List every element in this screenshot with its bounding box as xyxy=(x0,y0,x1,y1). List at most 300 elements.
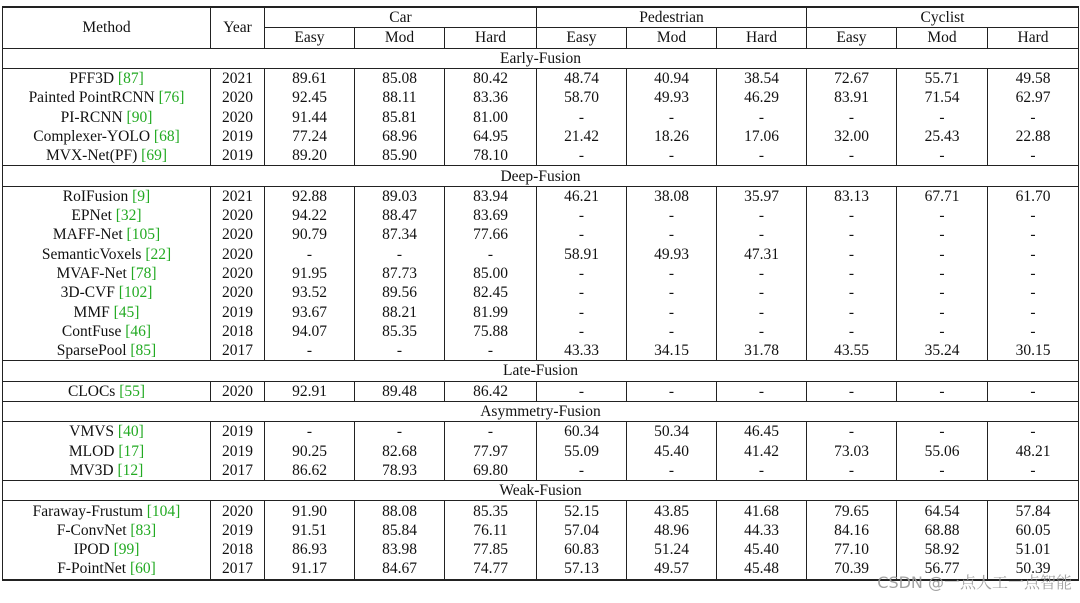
value-cell: - xyxy=(988,283,1079,302)
year-cell: 2020 xyxy=(211,283,265,302)
method-cell xyxy=(3,283,211,302)
method-name: Faraway-Frustum xyxy=(32,502,143,520)
citation-link[interactable]: [85] xyxy=(130,342,157,360)
value-cell: 86.62 xyxy=(265,461,355,481)
value-cell: 89.03 xyxy=(355,186,445,206)
value-cell: 35.97 xyxy=(717,186,807,206)
section-header-row xyxy=(3,401,1079,421)
citation-link[interactable]: [32] xyxy=(115,207,142,225)
car-easy-header: Easy xyxy=(265,28,355,48)
value-cell: - xyxy=(537,283,627,302)
value-cell: - xyxy=(717,381,807,401)
value-cell: 60.05 xyxy=(988,521,1079,540)
method-cell xyxy=(3,341,211,361)
value-cell: - xyxy=(627,381,717,401)
value-cell: 85.00 xyxy=(445,264,537,283)
citation-link[interactable]: [40] xyxy=(117,423,144,441)
value-cell: - xyxy=(988,302,1079,321)
value-cell: 61.70 xyxy=(988,186,1079,206)
citation-link[interactable]: [69] xyxy=(141,147,167,165)
value-cell: - xyxy=(717,146,807,166)
method-name: SemanticVoxels xyxy=(41,245,142,263)
value-cell: - xyxy=(537,461,627,481)
method-name: Painted PointRCNN xyxy=(28,89,155,107)
section-title: Late-Fusion xyxy=(3,361,1079,381)
value-cell: 73.03 xyxy=(807,442,897,461)
value-cell: 45.40 xyxy=(627,442,717,461)
value-cell: 89.20 xyxy=(265,146,355,166)
value-cell: - xyxy=(807,461,897,481)
value-cell: 46.45 xyxy=(717,422,807,442)
value-cell: - xyxy=(807,302,897,321)
value-cell: - xyxy=(627,264,717,283)
car-mod-header: Mod xyxy=(355,28,445,48)
year-cell: 2019 xyxy=(211,146,265,166)
value-cell: - xyxy=(537,381,627,401)
value-cell: - xyxy=(988,322,1079,341)
value-cell: - xyxy=(988,381,1079,401)
method-cell xyxy=(3,540,211,559)
value-cell: 68.88 xyxy=(897,521,988,540)
value-cell: - xyxy=(988,461,1079,481)
value-cell: 77.85 xyxy=(445,540,537,559)
value-cell: - xyxy=(445,422,537,442)
value-cell: 18.26 xyxy=(627,127,717,146)
value-cell: 62.97 xyxy=(988,88,1079,107)
table-row xyxy=(3,381,1079,401)
value-cell: - xyxy=(265,245,355,264)
value-cell: - xyxy=(445,341,537,361)
value-cell: - xyxy=(355,422,445,442)
table-row xyxy=(3,264,1079,283)
value-cell: - xyxy=(988,245,1079,264)
citation-link[interactable]: [22] xyxy=(145,245,172,263)
value-cell: 81.99 xyxy=(445,302,537,321)
cyclist-mod-header: Mod xyxy=(897,28,988,48)
citation-link[interactable]: [45] xyxy=(113,303,140,321)
cyclist-easy-header: Easy xyxy=(807,28,897,48)
value-cell: 49.93 xyxy=(627,88,717,107)
value-cell: 48.96 xyxy=(627,521,717,540)
citation-link[interactable]: [9] xyxy=(132,187,151,205)
table-row xyxy=(3,68,1079,88)
value-cell: - xyxy=(627,461,717,481)
value-cell: 48.74 xyxy=(537,68,627,88)
value-cell: 17.06 xyxy=(717,127,807,146)
citation-link[interactable]: [99] xyxy=(113,541,140,559)
value-cell: 93.67 xyxy=(265,302,355,321)
value-cell: 30.15 xyxy=(988,341,1079,361)
method-name: MV3D xyxy=(69,461,114,479)
citation-link[interactable]: [102] xyxy=(118,284,153,302)
value-cell: 85.84 xyxy=(355,521,445,540)
value-cell: 44.33 xyxy=(717,521,807,540)
value-cell: 89.56 xyxy=(355,283,445,302)
value-cell: - xyxy=(897,302,988,321)
value-cell: - xyxy=(627,107,717,126)
value-cell: - xyxy=(265,422,355,442)
value-cell: 50.34 xyxy=(627,422,717,442)
method-name: MAFF-Net xyxy=(52,226,123,244)
pedestrian-header: Pedestrian xyxy=(537,7,807,28)
value-cell: - xyxy=(445,245,537,264)
section-header-row xyxy=(3,48,1079,68)
value-cell: 60.34 xyxy=(537,422,627,442)
value-cell: 86.93 xyxy=(265,540,355,559)
method-cell xyxy=(3,88,211,107)
value-cell: 74.77 xyxy=(445,559,537,579)
value-cell: 57.84 xyxy=(988,501,1079,521)
method-cell xyxy=(3,206,211,225)
value-cell: - xyxy=(897,381,988,401)
value-cell: 55.06 xyxy=(897,442,988,461)
car-hard-header: Hard xyxy=(445,28,537,48)
value-cell: 64.54 xyxy=(897,501,988,521)
value-cell: - xyxy=(897,146,988,166)
value-cell: 84.67 xyxy=(355,559,445,579)
value-cell: 85.81 xyxy=(355,107,445,126)
pedestrian-mod-header: Mod xyxy=(627,28,717,48)
year-cell: 2020 xyxy=(211,245,265,264)
method-cell xyxy=(3,302,211,321)
value-cell: 83.13 xyxy=(807,186,897,206)
value-cell: - xyxy=(717,206,807,225)
method-cell xyxy=(3,322,211,341)
car-header: Car xyxy=(265,7,537,28)
value-cell: 71.54 xyxy=(897,88,988,107)
year-cell: 2020 xyxy=(211,107,265,126)
value-cell: 91.90 xyxy=(265,501,355,521)
value-cell: - xyxy=(807,206,897,225)
value-cell: 89.61 xyxy=(265,68,355,88)
value-cell: - xyxy=(807,322,897,341)
value-cell: - xyxy=(897,206,988,225)
year-cell: 2020 xyxy=(211,264,265,283)
value-cell: 31.78 xyxy=(717,341,807,361)
section-header-row xyxy=(3,166,1079,186)
value-cell: 90.79 xyxy=(265,225,355,244)
year-cell: 2017 xyxy=(211,341,265,361)
section-header-row xyxy=(3,481,1079,501)
value-cell: 45.48 xyxy=(717,559,807,579)
value-cell: - xyxy=(717,283,807,302)
value-cell: - xyxy=(807,422,897,442)
method-name: PI-RCNN xyxy=(60,108,123,126)
table-row xyxy=(3,283,1079,302)
value-cell: 92.45 xyxy=(265,88,355,107)
method-cell xyxy=(3,146,211,166)
value-cell: 43.85 xyxy=(627,501,717,521)
value-cell: 38.08 xyxy=(627,186,717,206)
value-cell: 52.15 xyxy=(537,501,627,521)
results-table xyxy=(2,6,1079,581)
year-cell: 2020 xyxy=(211,225,265,244)
value-cell: 77.97 xyxy=(445,442,537,461)
method-cell xyxy=(3,422,211,442)
method-cell xyxy=(3,225,211,244)
value-cell: - xyxy=(537,107,627,126)
value-cell: 69.80 xyxy=(445,461,537,481)
value-cell: 41.68 xyxy=(717,501,807,521)
value-cell: 58.92 xyxy=(897,540,988,559)
value-cell: 83.98 xyxy=(355,540,445,559)
method-name: PFF3D xyxy=(69,70,115,88)
citation-link[interactable]: [78] xyxy=(130,265,157,282)
value-cell: - xyxy=(355,341,445,361)
value-cell: 55.71 xyxy=(897,68,988,88)
table-body xyxy=(3,48,1079,580)
value-cell: - xyxy=(717,302,807,321)
value-cell: - xyxy=(627,322,717,341)
section-title: Early-Fusion xyxy=(3,48,1079,68)
year-cell: 2020 xyxy=(211,88,265,107)
value-cell: 46.29 xyxy=(717,88,807,107)
method-name: RoIFusion xyxy=(62,187,129,205)
year-cell: 2019 xyxy=(211,302,265,321)
citation-link[interactable]: [87] xyxy=(117,70,144,88)
method-cell xyxy=(3,245,211,264)
section-header-row xyxy=(3,361,1079,381)
value-cell: - xyxy=(627,302,717,321)
value-cell: - xyxy=(807,146,897,166)
value-cell: 92.88 xyxy=(265,186,355,206)
method-name: F-ConvNet xyxy=(56,521,127,539)
value-cell: 76.11 xyxy=(445,521,537,540)
table-row xyxy=(3,341,1079,361)
value-cell: - xyxy=(807,225,897,244)
value-cell: 45.40 xyxy=(717,540,807,559)
value-cell: - xyxy=(627,146,717,166)
value-cell: - xyxy=(897,283,988,302)
table-row xyxy=(3,501,1079,521)
table-row xyxy=(3,107,1079,126)
citation-link[interactable]: [105] xyxy=(126,226,161,244)
value-cell: 86.42 xyxy=(445,381,537,401)
section-title: Weak-Fusion xyxy=(3,481,1079,501)
value-cell: 75.88 xyxy=(445,322,537,341)
table-row xyxy=(3,127,1079,146)
value-cell: 40.94 xyxy=(627,68,717,88)
value-cell: - xyxy=(988,107,1079,126)
year-header: Year xyxy=(211,7,265,48)
year-cell: 2017 xyxy=(211,559,265,579)
value-cell: - xyxy=(897,422,988,442)
year-cell: 2020 xyxy=(211,381,265,401)
value-cell: - xyxy=(807,264,897,283)
method-name: 3D-CVF xyxy=(60,284,115,302)
value-cell: 58.70 xyxy=(537,88,627,107)
citation-link[interactable]: [83] xyxy=(130,521,157,539)
year-cell: 2019 xyxy=(211,127,265,146)
value-cell: 77.24 xyxy=(265,127,355,146)
value-cell: 32.00 xyxy=(807,127,897,146)
value-cell: 58.91 xyxy=(537,245,627,264)
year-cell: 2021 xyxy=(211,186,265,206)
year-cell: 2017 xyxy=(211,461,265,481)
citation-link[interactable]: [46] xyxy=(125,322,152,340)
value-cell: - xyxy=(807,283,897,302)
pedestrian-hard-header: Hard xyxy=(717,28,807,48)
value-cell: 81.00 xyxy=(445,107,537,126)
value-cell: 35.24 xyxy=(897,341,988,361)
value-cell: 79.65 xyxy=(807,501,897,521)
method-name: F-PointNet xyxy=(57,560,127,578)
value-cell: 22.88 xyxy=(988,127,1079,146)
citation-link[interactable]: [17] xyxy=(118,442,145,460)
value-cell: - xyxy=(897,461,988,481)
cyclist-hard-header: Hard xyxy=(988,28,1079,48)
table-row xyxy=(3,302,1079,321)
value-cell: 60.83 xyxy=(537,540,627,559)
value-cell: - xyxy=(988,206,1079,225)
year-cell: 2021 xyxy=(211,68,265,88)
value-cell: - xyxy=(897,322,988,341)
value-cell: 85.90 xyxy=(355,146,445,166)
year-cell: 2019 xyxy=(211,442,265,461)
value-cell: 25.43 xyxy=(897,127,988,146)
value-cell: 43.55 xyxy=(807,341,897,361)
table-row xyxy=(3,422,1079,442)
value-cell: - xyxy=(265,341,355,361)
year-cell: 2019 xyxy=(211,422,265,442)
value-cell: - xyxy=(537,206,627,225)
table-row xyxy=(3,461,1079,481)
value-cell: 83.94 xyxy=(445,186,537,206)
section-title: Deep-Fusion xyxy=(3,166,1079,186)
section-title: Asymmetry-Fusion xyxy=(3,401,1079,421)
table-row xyxy=(3,521,1079,540)
citation-link[interactable]: [76] xyxy=(158,89,185,107)
method-cell xyxy=(3,559,211,579)
value-cell: 34.15 xyxy=(627,341,717,361)
citation-link[interactable]: [55] xyxy=(119,382,146,400)
value-cell: 49.93 xyxy=(627,245,717,264)
value-cell: 80.42 xyxy=(445,68,537,88)
value-cell: 78.10 xyxy=(445,146,537,166)
value-cell: - xyxy=(355,245,445,264)
pedestrian-easy-header: Easy xyxy=(537,28,627,48)
value-cell: - xyxy=(537,302,627,321)
value-cell: 51.01 xyxy=(988,540,1079,559)
value-cell: 57.04 xyxy=(537,521,627,540)
value-cell: 83.91 xyxy=(807,88,897,107)
value-cell: 88.08 xyxy=(355,501,445,521)
value-cell: - xyxy=(988,146,1079,166)
table-row xyxy=(3,186,1079,206)
table-row xyxy=(3,245,1079,264)
value-cell: 48.21 xyxy=(988,442,1079,461)
value-cell: 83.69 xyxy=(445,206,537,225)
value-cell: - xyxy=(807,107,897,126)
value-cell: - xyxy=(988,422,1079,442)
value-cell: - xyxy=(537,146,627,166)
value-cell: 47.31 xyxy=(717,245,807,264)
table-row xyxy=(3,322,1079,341)
table-row xyxy=(3,540,1079,559)
value-cell: 94.07 xyxy=(265,322,355,341)
value-cell: - xyxy=(627,206,717,225)
table-row xyxy=(3,206,1079,225)
cyclist-header: Cyclist xyxy=(807,7,1079,28)
value-cell: 85.35 xyxy=(445,501,537,521)
value-cell: - xyxy=(897,245,988,264)
citation-link[interactable]: [104] xyxy=(146,502,181,520)
value-cell: - xyxy=(717,107,807,126)
method-name: VMVS xyxy=(69,423,115,441)
year-cell: 2020 xyxy=(211,206,265,225)
value-cell: - xyxy=(807,245,897,264)
value-cell: - xyxy=(897,107,988,126)
value-cell: 88.11 xyxy=(355,88,445,107)
method-name: MVX-Net(PF) xyxy=(46,147,138,165)
value-cell: 64.95 xyxy=(445,127,537,146)
method-cell xyxy=(3,127,211,146)
value-cell: 77.66 xyxy=(445,225,537,244)
value-cell: 87.73 xyxy=(355,264,445,283)
value-cell: 85.08 xyxy=(355,68,445,88)
table-row xyxy=(3,442,1079,461)
value-cell: - xyxy=(537,264,627,283)
method-cell xyxy=(3,521,211,540)
citation-link[interactable]: [12] xyxy=(117,461,144,479)
value-cell: 92.91 xyxy=(265,381,355,401)
value-cell: 83.36 xyxy=(445,88,537,107)
value-cell: 94.22 xyxy=(265,206,355,225)
value-cell: 90.25 xyxy=(265,442,355,461)
value-cell: 50.39 xyxy=(988,559,1079,579)
method-name: ContFuse xyxy=(61,322,122,340)
year-cell: 2018 xyxy=(211,540,265,559)
value-cell: 89.48 xyxy=(355,381,445,401)
value-cell: 93.52 xyxy=(265,283,355,302)
value-cell: 85.35 xyxy=(355,322,445,341)
value-cell: 57.13 xyxy=(537,559,627,579)
table-row xyxy=(3,225,1079,244)
value-cell: 88.47 xyxy=(355,206,445,225)
citation-link[interactable]: [90] xyxy=(126,108,153,126)
value-cell: 91.44 xyxy=(265,107,355,126)
year-cell: 2018 xyxy=(211,322,265,341)
method-header: Method xyxy=(3,7,211,48)
value-cell: 91.95 xyxy=(265,264,355,283)
value-cell: 67.71 xyxy=(897,186,988,206)
method-cell xyxy=(3,68,211,88)
value-cell: 46.21 xyxy=(537,186,627,206)
value-cell: 51.24 xyxy=(627,540,717,559)
value-cell: - xyxy=(537,322,627,341)
value-cell: - xyxy=(537,225,627,244)
value-cell: 72.67 xyxy=(807,68,897,88)
value-cell: 91.51 xyxy=(265,521,355,540)
value-cell: 88.21 xyxy=(355,302,445,321)
table-row xyxy=(3,146,1079,166)
value-cell: 49.57 xyxy=(627,559,717,579)
citation-link[interactable]: [60] xyxy=(129,560,156,578)
value-cell: 68.96 xyxy=(355,127,445,146)
value-cell: 82.68 xyxy=(355,442,445,461)
value-cell: - xyxy=(717,461,807,481)
value-cell: - xyxy=(717,264,807,283)
value-cell: 38.54 xyxy=(717,68,807,88)
table-row xyxy=(3,88,1079,107)
method-cell xyxy=(3,381,211,401)
method-cell xyxy=(3,107,211,126)
citation-link[interactable]: [68] xyxy=(153,127,180,145)
value-cell: - xyxy=(897,225,988,244)
value-cell: 41.42 xyxy=(717,442,807,461)
value-cell: 91.17 xyxy=(265,559,355,579)
method-cell xyxy=(3,501,211,521)
